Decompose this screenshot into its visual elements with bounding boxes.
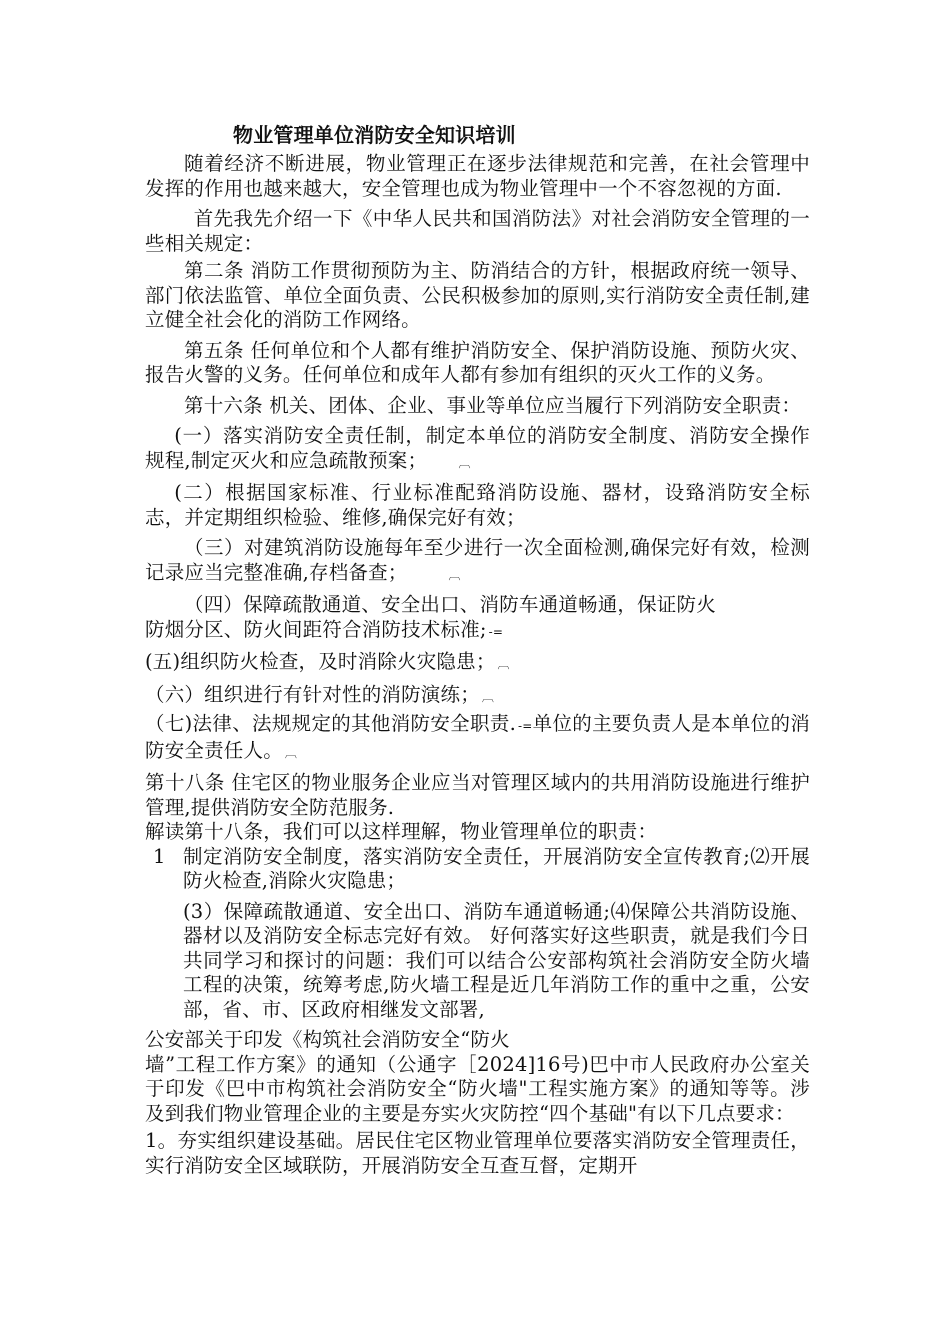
document-page: [145, 118, 810, 1178]
document-title: 物业管理单位消防安全知识培训: [233, 123, 516, 147]
bracket-mark: ︹: [497, 657, 510, 671]
arrow-mark: -=: [488, 624, 504, 639]
duty-7-text: （七)法律、法规规定的其他消防安全职责.: [145, 712, 517, 735]
interpretation-paragraph: 解读第十八条，我们可以这样理解，物业管理单位的职责：: [145, 820, 658, 843]
duty-6-paragraph: [145, 683, 810, 710]
organization-basis-paragraph: 1。夯实组织建设基础。居民住宅区物业管理单位要落实消防安全管理责任，实行消防安全区域联防，开展消防安全互查互督，定期开: [145, 1129, 810, 1177]
duty-3-paragraph: [145, 536, 810, 587]
duty-1-paragraph: [145, 424, 810, 475]
intro-paragraph: 随着经济不断进展，物业管理正在逐步法律规范和完善，在社会管理中发挥的作用也越来越大，安全管理也成为物业管理中一个不容忽视的方面.: [145, 152, 810, 200]
notice-paragraph: 墙”工程工作方案》的通知（公通字［2024]16号)巴中市人民政府办公室关于印发《巴中市构筑社会消防安全“防火墙"工程实施方案》的通知等等。涉及到我们物业管理企业的主要是夯实火灾防控“四个基础"有以下几点要求：: [145, 1052, 810, 1125]
bracket-mark: ︹: [481, 689, 495, 704]
duty-6-text: （六）组织进行有针对性的消防演练；: [145, 682, 480, 706]
duties-list-item: [145, 845, 810, 1023]
duty-3-text: （三）对建筑消防设施每年至少进行一次全面检测,确保完好有效，检测记录应当完整准确,存档备查；: [145, 536, 810, 584]
article-18-paragraph: 第十八条 住宅区的物业服务企业应当对管理区域内的共用消防设施进行维护管理,提供消防安全防范服务.: [145, 771, 810, 819]
bracket-mark: ︹: [284, 745, 298, 760]
duty-5-paragraph: [145, 650, 810, 677]
bracket-mark: ︹: [448, 567, 461, 582]
duty-2-paragraph: (二）根据国家标准、行业标准配臵消防设施、器材，设臵消防安全标志，并定期组织检验、维修,确保完好有效；: [145, 481, 810, 529]
list-item-body: [183, 845, 810, 1023]
notice-paragraph-start: 公安部关于印发《构筑社会消防安全“防火: [145, 1028, 510, 1051]
article-5-paragraph: 第五条 任何单位和个人都有维护消防安全、保护消防设施、预防火灾、报告火警的义务。任何单位和成年人都有参加有组织的灭火工作的义务。: [145, 338, 810, 386]
list-item-continuation: (3）保障疏散通道、安全出口、消防车通道畅通;⑷保障公共消防设施、器材以及消防安全标志完好有效。 好何落实好这些职责，就是我们今日共同学习和探讨的问题：我们可以结合公安部构筑社会消防安全防火墙工程的决策，统筹考虑,防火墙工程是近几年消防工作的重中之重，公安部，省、市、区政府相继发文部署,: [183, 899, 810, 1021]
duty-7-paragraph: [145, 712, 810, 765]
responsible-person-text: 单位的主要负责人是本单位的消防安全责任人。: [145, 712, 810, 762]
bracket-mark: ︹: [458, 455, 471, 470]
duty-1-text: (一）落实消防安全责任制，制定本单位的消防安全制度、消防安全操作规程,制定灭火和应急疏散预案；: [145, 424, 810, 472]
arrow-mark: -=: [518, 719, 533, 733]
list-item-text: 制定消防安全制度，落实消防安全责任，开展消防安全宣传教育;⑵开展防火检查,消除火灾隐患；: [183, 844, 810, 892]
duty-4-continuation: [145, 618, 810, 645]
law-intro-paragraph: 首先我先介绍一下《中华人民共和国消防法》对社会消防安全管理的一些相关规定：: [145, 207, 810, 255]
duty-4-paragraph: （四）保障疏散通道、安全出口、消防车通道畅通，保证防火: [184, 593, 716, 616]
duty-4-continuation-text: 防烟分区、防火间距符合消防技术标准;: [145, 617, 487, 641]
list-number: 1: [153, 844, 166, 868]
article-16-paragraph: 第十六条 机关、团体、企业、事业等单位应当履行下列消防安全职责：: [184, 393, 802, 417]
article-2-paragraph: 第二条 消防工作贯彻预防为主、防消结合的方针，根据政府统一领导、部门依法监管、单位全面负责、公民积极参加的原则,实行消防安全责任制,建立健全社会化的消防工作网络。: [145, 259, 810, 331]
duty-5-text: (五)组织防火检查，及时消除火灾隐患；: [145, 650, 496, 673]
